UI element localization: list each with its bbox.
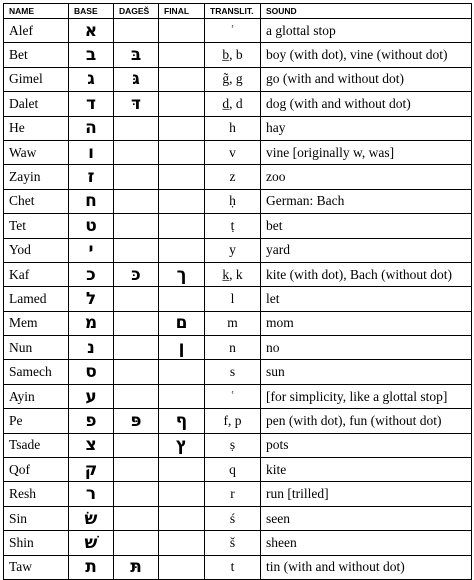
letter-dagesh-form [114, 165, 159, 189]
letter-dagesh-form [114, 238, 159, 262]
letter-name: Ayin [4, 384, 69, 408]
letter-transliteration: r [205, 482, 261, 506]
letter-dagesh-form [114, 287, 159, 311]
header-row [4, 4, 472, 19]
letter-dagesh-form [114, 116, 159, 140]
letter-final-form [159, 43, 205, 67]
table-row [4, 433, 472, 457]
letter-name: Taw [4, 555, 69, 579]
letter-transliteration: ʿ [205, 384, 261, 408]
letter-transliteration: n [205, 336, 261, 360]
letter-name: Gimel [4, 67, 69, 91]
letter-transliteration: b̲, b [205, 43, 261, 67]
letter-name: Yod [4, 238, 69, 262]
letter-dagesh-form: דּ [114, 92, 159, 116]
letter-dagesh-form: כּ [114, 262, 159, 286]
letter-final-form [159, 116, 205, 140]
letter-dagesh-form [114, 506, 159, 530]
header-dagesh: DAGEŠ [114, 4, 159, 19]
letter-final-form: ץ [159, 433, 205, 457]
letter-name: Samech [4, 360, 69, 384]
letter-sound: pots [261, 433, 472, 457]
letter-name: Tsade [4, 433, 69, 457]
letter-sound: vine [originally w, was] [261, 140, 472, 164]
letter-transliteration: h [205, 116, 261, 140]
letter-sound: bet [261, 214, 472, 238]
letter-dagesh-form [114, 360, 159, 384]
letter-transliteration: ś [205, 506, 261, 530]
letter-sound: kite (with dot), Bach (without dot) [261, 262, 472, 286]
letter-base-form: ק [69, 458, 114, 482]
letter-name: Bet [4, 43, 69, 67]
letter-dagesh-form [114, 189, 159, 213]
letter-name: Waw [4, 140, 69, 164]
letter-final-form: ם [159, 311, 205, 335]
letter-transliteration: t [205, 555, 261, 579]
letter-transliteration: y [205, 238, 261, 262]
letter-sound: [for simplicity, like a glottal stop] [261, 384, 472, 408]
table-row [4, 19, 472, 43]
letter-name: Dalet [4, 92, 69, 116]
letter-transliteration: k̲, k [205, 262, 261, 286]
letter-name: Alef [4, 19, 69, 43]
letter-final-form [159, 19, 205, 43]
letter-base-form: נ [69, 336, 114, 360]
table-row [4, 531, 472, 555]
table-row [4, 67, 472, 91]
header-translit: TRANSLIT. [205, 4, 261, 19]
letter-final-form [159, 165, 205, 189]
letter-base-form: ת [69, 555, 114, 579]
table-row [4, 238, 472, 262]
letter-base-form: מ [69, 311, 114, 335]
letter-base-form: ה [69, 116, 114, 140]
letter-final-form [159, 140, 205, 164]
letter-sound: boy (with dot), vine (without dot) [261, 43, 472, 67]
letter-dagesh-form: גּ [114, 67, 159, 91]
letter-dagesh-form: תּ [114, 555, 159, 579]
letter-sound: dog (with and without dot) [261, 92, 472, 116]
letter-base-form: ס [69, 360, 114, 384]
letter-base-form: שׂ [69, 506, 114, 530]
letter-name: Nun [4, 336, 69, 360]
table-row [4, 360, 472, 384]
letter-sound: sheen [261, 531, 472, 555]
header-base: BASE [69, 4, 114, 19]
letter-transliteration: q [205, 458, 261, 482]
letter-base-form: שׁ [69, 531, 114, 555]
letter-final-form [159, 482, 205, 506]
letter-final-form [159, 384, 205, 408]
letter-name: He [4, 116, 69, 140]
letter-sound: seen [261, 506, 472, 530]
table-row [4, 189, 472, 213]
letter-final-form [159, 287, 205, 311]
table-row [4, 287, 472, 311]
letter-name: Shin [4, 531, 69, 555]
letter-transliteration: l [205, 287, 261, 311]
letter-dagesh-form [114, 140, 159, 164]
letter-name: Kaf [4, 262, 69, 286]
letter-transliteration: š [205, 531, 261, 555]
table-row [4, 458, 472, 482]
letter-base-form: ו [69, 140, 114, 164]
table-row [4, 384, 472, 408]
letter-base-form: ג [69, 67, 114, 91]
table-row [4, 92, 472, 116]
letter-final-form [159, 506, 205, 530]
letter-sound: mom [261, 311, 472, 335]
letter-transliteration: ṣ [205, 433, 261, 457]
letter-base-form: י [69, 238, 114, 262]
table-row [4, 336, 472, 360]
letter-sound: tin (with and without dot) [261, 555, 472, 579]
letter-name: Tet [4, 214, 69, 238]
letter-sound: German: Bach [261, 189, 472, 213]
letter-sound: pen (with dot), fun (without dot) [261, 409, 472, 433]
letter-base-form: כ [69, 262, 114, 286]
letter-dagesh-form: בּ [114, 43, 159, 67]
table-body [4, 19, 472, 580]
letter-final-form: ף [159, 409, 205, 433]
letter-sound: zoo [261, 165, 472, 189]
table-row [4, 311, 472, 335]
table-row [4, 140, 472, 164]
letter-sound: go (with and without dot) [261, 67, 472, 91]
letter-transliteration: z [205, 165, 261, 189]
letter-dagesh-form [114, 214, 159, 238]
letter-dagesh-form [114, 384, 159, 408]
letter-transliteration: f, p [205, 409, 261, 433]
letter-final-form [159, 92, 205, 116]
hebrew-alphabet-table [3, 3, 472, 580]
letter-transliteration: ʾ [205, 19, 261, 43]
letter-name: Chet [4, 189, 69, 213]
letter-final-form: ן [159, 336, 205, 360]
header-name: NAME [4, 4, 69, 19]
letter-dagesh-form [114, 531, 159, 555]
letter-name: Mem [4, 311, 69, 335]
letter-final-form [159, 214, 205, 238]
letter-sound: hay [261, 116, 472, 140]
table-row [4, 262, 472, 286]
letter-transliteration: d̲, d [205, 92, 261, 116]
letter-sound: a glottal stop [261, 19, 472, 43]
letter-final-form [159, 189, 205, 213]
letter-name: Resh [4, 482, 69, 506]
letter-base-form: ח [69, 189, 114, 213]
table-row [4, 165, 472, 189]
letter-base-form: ז [69, 165, 114, 189]
letter-sound: kite [261, 458, 472, 482]
letter-final-form [159, 531, 205, 555]
letter-name: Zayin [4, 165, 69, 189]
letter-sound: run [trilled] [261, 482, 472, 506]
letter-transliteration: s [205, 360, 261, 384]
table-row [4, 116, 472, 140]
letter-dagesh-form [114, 19, 159, 43]
letter-base-form: ע [69, 384, 114, 408]
letter-dagesh-form [114, 433, 159, 457]
letter-transliteration: ḥ [205, 189, 261, 213]
header-sound: SOUND [261, 4, 472, 19]
letter-name: Lamed [4, 287, 69, 311]
letter-sound: no [261, 336, 472, 360]
letter-dagesh-form: פּ [114, 409, 159, 433]
letter-dagesh-form [114, 458, 159, 482]
letter-final-form: ך [159, 262, 205, 286]
letter-transliteration: g̃, g [205, 67, 261, 91]
letter-base-form: א [69, 19, 114, 43]
letter-final-form [159, 238, 205, 262]
letter-sound: sun [261, 360, 472, 384]
header-final: FINAL [159, 4, 205, 19]
alphabet-table-container [3, 3, 472, 580]
letter-base-form: ל [69, 287, 114, 311]
letter-final-form [159, 555, 205, 579]
letter-transliteration: v [205, 140, 261, 164]
letter-base-form: ט [69, 214, 114, 238]
letter-base-form: ד [69, 92, 114, 116]
table-row [4, 555, 472, 579]
letter-dagesh-form [114, 336, 159, 360]
letter-base-form: ב [69, 43, 114, 67]
letter-sound: yard [261, 238, 472, 262]
letter-base-form: צ [69, 433, 114, 457]
letter-name: Qof [4, 458, 69, 482]
letter-transliteration: ṭ [205, 214, 261, 238]
table-row [4, 43, 472, 67]
letter-dagesh-form [114, 311, 159, 335]
table-row [4, 214, 472, 238]
table-row [4, 506, 472, 530]
letter-final-form [159, 67, 205, 91]
letter-final-form [159, 360, 205, 384]
letter-base-form: ר [69, 482, 114, 506]
letter-base-form: פ [69, 409, 114, 433]
letter-name: Pe [4, 409, 69, 433]
letter-final-form [159, 458, 205, 482]
letter-sound: let [261, 287, 472, 311]
letter-dagesh-form [114, 482, 159, 506]
table-row [4, 482, 472, 506]
letter-transliteration: m [205, 311, 261, 335]
letter-name: Sin [4, 506, 69, 530]
table-row [4, 409, 472, 433]
